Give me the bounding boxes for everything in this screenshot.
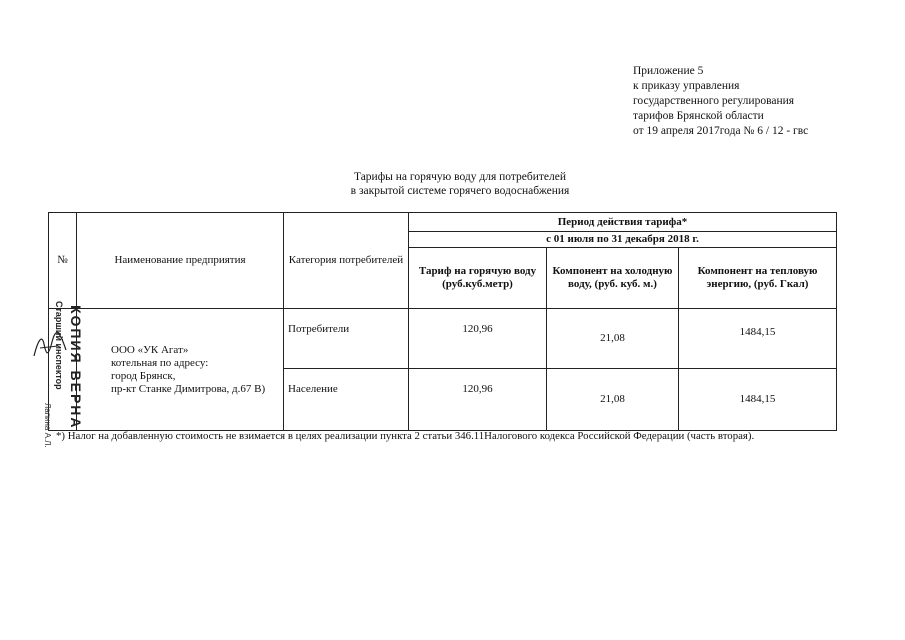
tariff-table bbox=[48, 212, 837, 431]
heat-cell: 1484,15 bbox=[679, 369, 837, 431]
stamp-main-text: КОПИЯ ВЕРНА bbox=[68, 305, 84, 430]
appendix-line: тарифов Брянской области bbox=[633, 110, 764, 122]
appendix-line: от 19 апреля 2017года № 6 / 12 - гвс bbox=[633, 125, 809, 137]
appendix-line: Приложение 5 bbox=[633, 65, 704, 77]
footnote: *) Налог на добавленную стоимость не взимается в целях реализации пункта 2 статьи 346.11Налогового кодекса Российской Федерации (часть вторая). bbox=[56, 430, 755, 442]
heat-cell: 1484,15 bbox=[679, 309, 837, 369]
appendix-line: к приказу управления bbox=[633, 80, 740, 92]
enterprise-line: котельная по адресу: bbox=[111, 356, 209, 369]
header-heat: Компонент на тепловую энергию, (руб. Гкал) bbox=[679, 248, 837, 309]
appendix-block bbox=[633, 64, 808, 139]
stamp-name-text: Лапина А.Л. bbox=[43, 403, 52, 448]
enterprise-cell bbox=[77, 309, 284, 431]
title-line-2: в закрытой системе горячего водоснабжения bbox=[350, 185, 570, 197]
cold-cell: 21,08 bbox=[547, 309, 679, 369]
signature-scribble bbox=[30, 330, 70, 360]
enterprise-line: ООО «УК Агат» bbox=[111, 343, 189, 356]
header-tariff: Тариф на горячую воду (руб.куб.метр) bbox=[409, 248, 547, 309]
appendix-line: государственного регулирования bbox=[633, 95, 795, 107]
stamp-title-text: Старший инспектор bbox=[54, 301, 64, 390]
title-line-1: Тарифы на горячую воду для потребителей bbox=[353, 171, 567, 183]
header-enterprise: Наименование предприятия bbox=[77, 213, 284, 309]
header-num: № bbox=[49, 213, 77, 309]
category-cell: Население bbox=[284, 369, 409, 431]
enterprise-line: город Брянск, bbox=[111, 369, 176, 382]
header-category: Категория потребителей bbox=[284, 213, 409, 309]
tariff-cell: 120,96 bbox=[409, 369, 547, 431]
category-cell: Потребители bbox=[284, 309, 409, 369]
document-title bbox=[300, 170, 620, 198]
cold-cell: 21,08 bbox=[547, 369, 679, 431]
header-period-range: с 01 июля по 31 декабря 2018 г. bbox=[409, 232, 837, 248]
row-num bbox=[49, 309, 77, 431]
header-cold: Компонент на холодную воду, (руб. куб. м.) bbox=[547, 248, 679, 309]
header-period: Период действия тарифа* bbox=[409, 213, 837, 232]
enterprise-line: пр-кт Станке Димитрова, д.67 В) bbox=[111, 382, 266, 395]
tariff-cell: 120,96 bbox=[409, 309, 547, 369]
